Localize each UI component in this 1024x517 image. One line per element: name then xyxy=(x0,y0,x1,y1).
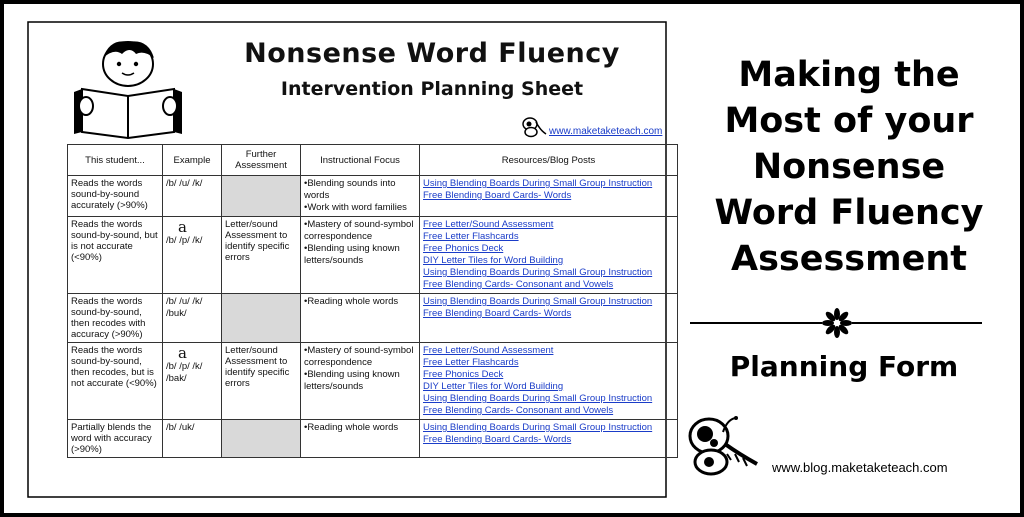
focus-item: •Reading whole words xyxy=(304,422,399,433)
further-assessment-cell xyxy=(222,420,301,458)
resource-link[interactable]: Free Blending Cards- Consonant and Vowels xyxy=(423,405,614,416)
planning-form-label: Planning Form xyxy=(729,350,959,383)
example-cell xyxy=(163,176,222,217)
focus-item: •Blending using known letters/sounds xyxy=(304,243,400,266)
further-assessment-cell xyxy=(222,176,301,217)
resource-link[interactable]: Free Blending Cards- Consonant and Vowels xyxy=(423,279,614,290)
further-assessment-cell xyxy=(222,294,301,343)
focus-item: •Reading whole words xyxy=(304,296,399,307)
resources-cell xyxy=(420,343,678,420)
example-text: /b/ /u/ /k/ /buk/ xyxy=(166,296,203,319)
column-header: Example xyxy=(163,145,222,176)
column-header: This student... xyxy=(68,145,163,176)
instructional-focus-cell xyxy=(301,343,420,420)
student-description: Reads the words sound-by-sound, but is not accurate (<90%) xyxy=(68,217,163,294)
example-cell xyxy=(163,294,222,343)
example-text: /b/ /p/ /k/ /bak/ xyxy=(166,361,203,384)
butterfly-icon xyxy=(522,116,548,138)
resource-link[interactable]: Using Blending Boards During Small Group Instruction xyxy=(423,422,653,433)
further-assessment-cell: Letter/sound Assessment to identify specific errors xyxy=(222,217,301,294)
instructional-focus-cell xyxy=(301,420,420,458)
headline-line: Assessment xyxy=(730,239,967,279)
focus-item: •Blending sounds into words xyxy=(304,178,396,201)
example-mark: a xyxy=(178,344,187,362)
student-description: Reads the words sound-by-sound accurately (>90%) xyxy=(68,176,163,217)
resources-cell xyxy=(420,176,678,217)
blog-website-link[interactable]: www.blog.maketaketeach.com xyxy=(772,460,948,475)
table-row xyxy=(68,176,678,217)
resource-link[interactable]: Free Phonics Deck xyxy=(423,369,504,380)
headline-line: Making the xyxy=(738,55,960,95)
instructional-focus-cell xyxy=(301,294,420,343)
focus-item: •Work with word families xyxy=(304,202,407,213)
resources-cell xyxy=(420,294,678,343)
resource-link[interactable]: Free Letter Flashcards xyxy=(423,231,519,242)
resource-link[interactable]: Free Letter/Sound Assessment xyxy=(423,219,554,230)
example-text: /b/ /p/ /k/ xyxy=(166,235,203,246)
poster-frame xyxy=(4,4,1020,513)
focus-item: •Mastery of sound-symbol correspondence xyxy=(304,345,414,368)
resource-link[interactable]: Free Letter Flashcards xyxy=(423,357,519,368)
column-header: Instructional Focus xyxy=(301,145,420,176)
table-row xyxy=(68,420,678,458)
further-assessment-cell: Letter/sound Assessment to identify specific errors xyxy=(222,343,301,420)
resource-link[interactable]: Using Blending Boards During Small Group Instruction xyxy=(423,393,653,404)
sheet-subtitle: Intervention Planning Sheet xyxy=(280,78,584,100)
instructional-focus-cell xyxy=(301,217,420,294)
resource-link[interactable]: Free Phonics Deck xyxy=(423,243,504,254)
example-mark: a xyxy=(178,218,187,236)
resource-link[interactable]: DIY Letter Tiles for Word Building xyxy=(423,381,564,392)
headline-line: Word Fluency xyxy=(714,193,984,233)
example-cell xyxy=(163,420,222,458)
resource-link[interactable]: Free Blending Board Cards- Words xyxy=(423,434,572,445)
resources-cell xyxy=(420,420,678,458)
example-text: /b/ /uk/ xyxy=(166,422,195,433)
flower-icon xyxy=(822,308,852,338)
sheet-website-link[interactable]: www.maketaketeach.com xyxy=(549,126,663,137)
student-description: Partially blends the word with accuracy (>90%) xyxy=(68,420,163,458)
student-description: Reads the words sound-by-sound, then recodes, but is not accurate (<90%) xyxy=(68,343,163,420)
example-cell xyxy=(163,217,222,294)
instructional-focus-cell xyxy=(301,176,420,217)
resource-link[interactable]: DIY Letter Tiles for Word Building xyxy=(423,255,564,266)
table-row xyxy=(68,343,678,420)
example-text: /b/ /u/ /k/ xyxy=(166,178,203,189)
sheet-title: Nonsense Word Fluency xyxy=(244,38,620,69)
resource-link[interactable]: Free Blending Board Cards- Words xyxy=(423,190,572,201)
headline-line: Nonsense xyxy=(752,147,946,187)
table-row xyxy=(68,217,678,294)
resource-link[interactable]: Free Blending Board Cards- Words xyxy=(423,308,572,319)
table-row xyxy=(68,294,678,343)
focus-item: •Blending using known letters/sounds xyxy=(304,369,400,392)
resource-link[interactable]: Using Blending Boards During Small Group Instruction xyxy=(423,267,653,278)
focus-item: •Mastery of sound-symbol correspondence xyxy=(304,219,414,242)
resource-link[interactable]: Using Blending Boards During Small Group Instruction xyxy=(423,178,653,189)
boy-reading-book-icon xyxy=(70,34,190,139)
resource-link[interactable]: Free Letter/Sound Assessment xyxy=(423,345,554,356)
butterfly-icon xyxy=(687,414,765,480)
table-header-row xyxy=(68,145,678,176)
resources-cell xyxy=(420,217,678,294)
column-header: Further Assessment xyxy=(222,145,301,176)
headline-line: Most of your xyxy=(724,101,974,141)
student-description: Reads the words sound-by-sound, then recodes with accuracy (>90%) xyxy=(68,294,163,343)
column-header: Resources/Blog Posts xyxy=(420,145,678,176)
planning-sheet-card xyxy=(22,16,672,503)
example-cell xyxy=(163,343,222,420)
intervention-table xyxy=(67,144,678,458)
resource-link[interactable]: Using Blending Boards During Small Group Instruction xyxy=(423,296,653,307)
banner-headline xyxy=(684,52,1014,282)
